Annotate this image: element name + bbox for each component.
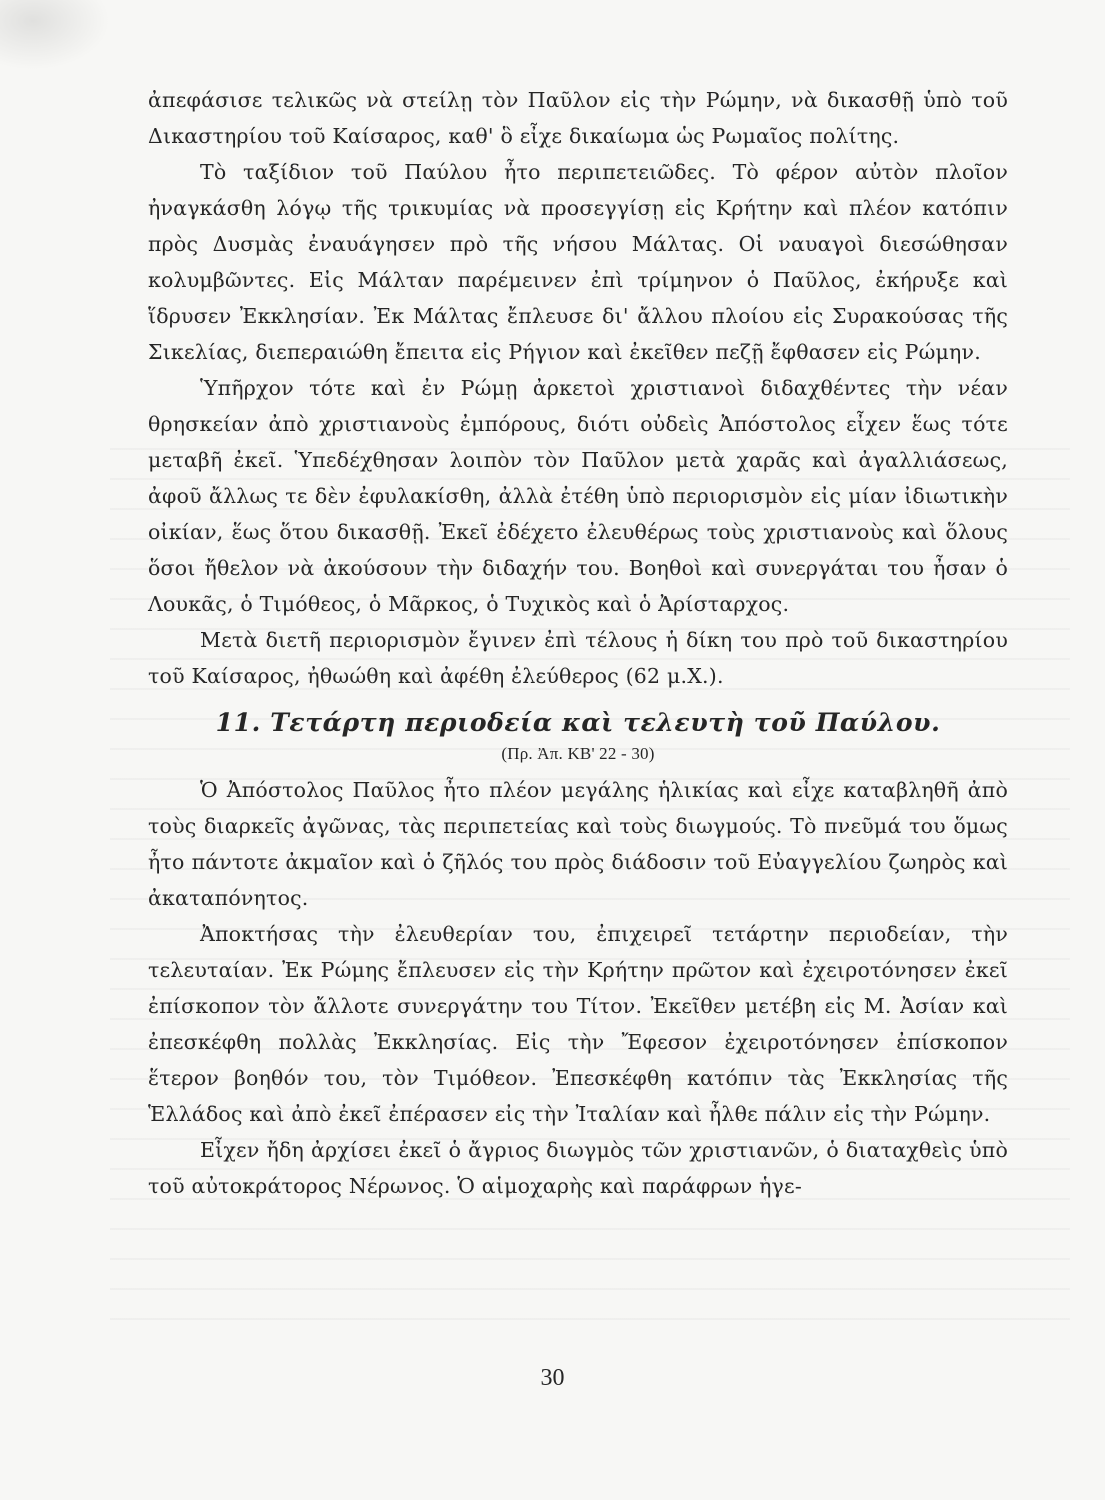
paragraph-persecution: Εἶχεν ἤδη ἀρχίσει ἐκεῖ ὁ ἄγριος διωγμὸς τῶν χριστιανῶν, ὁ διαταχθεὶς ὑπὸ τοῦ αὐτοκράτορος Νέρωνος. Ὁ αἱμοχαρὴς καὶ παράφρων ἡγε-	[148, 1138, 1008, 1198]
paragraph-voyage: Τὸ ταξίδιον τοῦ Παύλου ἦτο περιπετειῶδες. Τὸ φέρον αὐτὸν πλοῖον ἠναγκάσθη λόγῳ τῆς τρικυμίας νὰ προσεγγίσῃ εἰς Κρήτην καὶ πλέον κατόπιν πρὸς Δυσμὰς ἐναυάγησεν πρὸ τῆς νήσου Μάλτας. Οἱ ναυαγοὶ διεσώθησαν κολυμβῶντες. Εἰς Μάλταν παρέμεινεν ἐπὶ τρίμηνον ὁ Παῦλος, ἐκήρυξε καὶ ἵδρυσεν Ἐκκλησίαν. Ἐκ Μάλτας ἔπλευσε δι' ἄλλου πλοίου εἰς Συρακούσας τῆς Σικελίας, διεπεραιώθη ἔπειτα εἰς Ρήγιον καὶ ἐκεῖθεν πεζῇ ἔφθασεν εἰς Ρώμην.	[148, 160, 1008, 364]
section-reference: (Πρ. Ἀπ. ΚΒ' 22 - 30)	[501, 744, 655, 763]
paragraph-old-age: Ὁ Ἀπόστολος Παῦλος ἦτο πλέον μεγάλης ἡλικίας καὶ εἶχε καταβληθῆ ἀπὸ τοὺς διαρκεῖς ἀγῶνας, τὰς περιπετείας καὶ τοὺς διωγμούς. Τὸ πνεῦμά του ὅμως ἦτο πάντοτε ἀκμαῖον καὶ ὁ ζῆλός του πρὸς διάδοσιν τοῦ Εὐαγγελίου ζωηρὸς καὶ ἀκαταπόνητος.	[148, 778, 1008, 910]
paragraph-fourth-journey: Ἀποκτήσας τὴν ἐλευθερίαν του, ἐπιχειρεῖ τετάρτην περιοδείαν, τὴν τελευταίαν. Ἐκ Ρώμης ἔπλευσεν εἰς τὴν Κρήτην πρῶτον καὶ ἐχειροτόνησεν ἐκεῖ ἐπίσκοπον τὸν ἄλλοτε συνεργάτην του Τίτον. Ἐκεῖθεν μετέβη εἰς Μ. Ἀσίαν καὶ ἐπεσκέφθη πολλὰς Ἐκκλησίας. Εἰς τὴν Ἔφεσον ἐχειροτόνησεν ἐπίσκοπον ἕτερον βοηθόν του, τὸν Τιμόθεον. Ἐπεσκέφθη κατόπιν τὰς Ἐκκλησίας τῆς Ἑλλάδος καὶ ἀπὸ ἐκεῖ ἐπέρασεν εἰς τὴν Ἰταλίαν καὶ ἦλθε πάλιν εἰς τὴν Ρώμην.	[148, 922, 1008, 1126]
paragraph-continuation: ἀπεφάσισε τελικῶς νὰ στείλῃ τὸν Παῦλον εἰς τὴν Ρώμην, νὰ δικασθῇ ὑπὸ τοῦ Δικαστηρίου τοῦ Καίσαρος, καθ' ὃ εἶχε δικαίωμα ὡς Ρωμαῖος πολίτης.	[148, 88, 1008, 148]
page-number: 30	[540, 1365, 565, 1391]
scan-smudge	[0, 0, 110, 70]
section-heading: 11. Τετάρτη περιοδεία καὶ τελευτὴ τοῦ Παύλου.	[215, 708, 941, 737]
paragraph-rome-christians: Ὑπῆρχον τότε καὶ ἐν Ρώμῃ ἀρκετοὶ χριστιανοὶ διδαχθέντες τὴν νέαν θρησκείαν ἀπὸ χριστιανοὺς ἐμπόρους, διότι οὐδεὶς Ἀπόστολος εἶχεν ἕως τότε μεταβῆ ἐκεῖ. Ὑπεδέχθησαν λοιπὸν τὸν Παῦλον μετὰ χαρᾶς καὶ ἀγαλλιάσεως, ἀφοῦ ἄλλως τε δὲν ἐφυλακίσθη, ἀλλὰ ἐτέθη ὑπὸ περιορισμὸν εἰς μίαν ἰδιωτικὴν οἰκίαν, ἕως ὅτου δικασθῇ. Ἐκεῖ ἐδέχετο ἐλευθέρως τοὺς χριστιανοὺς καὶ ὅλους ὅσοι ἤθελον νὰ ἀκούσουν τὴν διδαχήν του. Βοηθοὶ καὶ συνεργάται του ἦσαν ὁ Λουκᾶς, ὁ Τιμόθεος, ὁ Μᾶρκος, ὁ Τυχικὸς καὶ ὁ Ἀρίσταρχος.	[148, 376, 1008, 616]
paragraph-trial: Μετὰ διετῆ περιορισμὸν ἔγινεν ἐπὶ τέλους ἡ δίκη του πρὸ τοῦ δικαστηρίου τοῦ Καίσαρος, ἠθωώθη καὶ ἀφέθη ἐλεύθερος (62 μ.Χ.).	[148, 628, 1008, 688]
body-text	[148, 82, 1008, 1204]
